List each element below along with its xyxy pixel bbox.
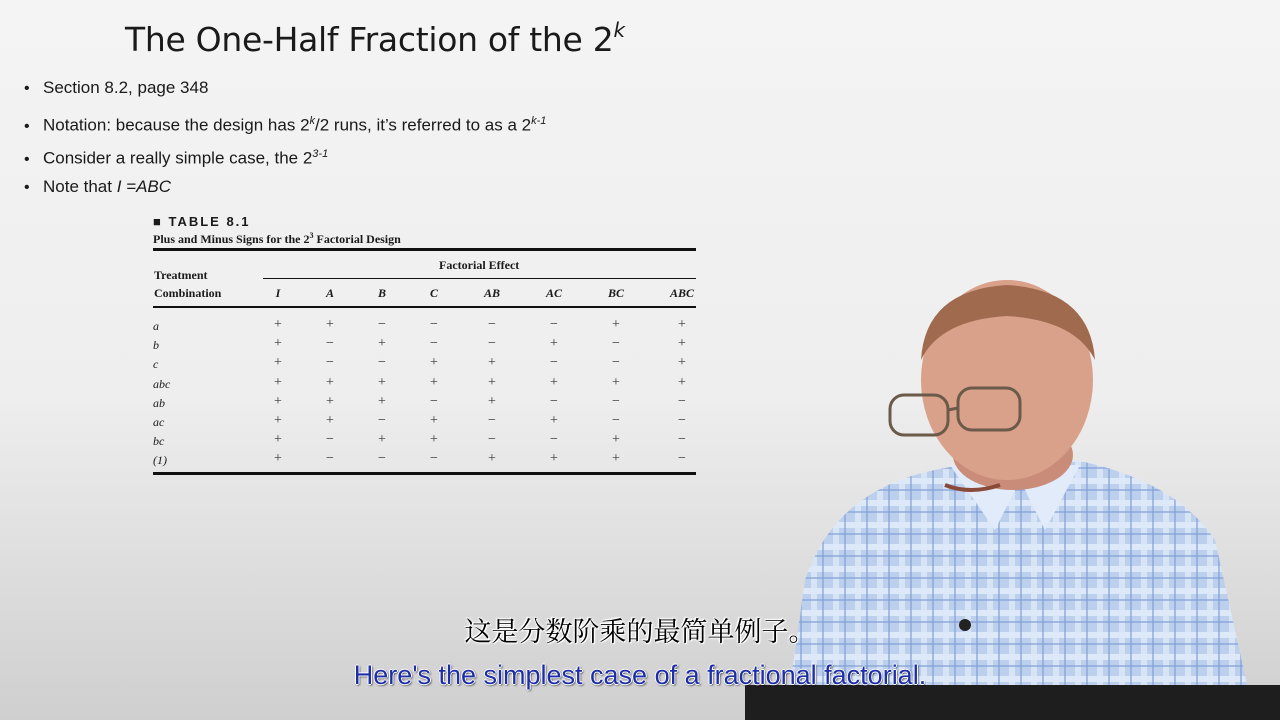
column-header: B: [377, 286, 386, 300]
bullet-item: [24, 76, 546, 109]
sign-cell: +: [274, 374, 282, 390]
sign-cell: +: [326, 374, 334, 390]
row-label: abc: [153, 376, 171, 391]
bullet-text: /2 runs, it’s referred to as a 2: [315, 115, 532, 135]
table-caption-exponent: 3: [309, 231, 314, 240]
sign-cell: −: [612, 336, 620, 352]
sign-cell: −: [678, 451, 686, 467]
sign-cell: −: [326, 432, 334, 448]
table-caption: [153, 231, 401, 247]
bullet-list: [24, 76, 546, 208]
table-bottom-rule: [153, 472, 696, 475]
sign-cell: −: [678, 432, 686, 448]
column-header: BC: [607, 286, 624, 300]
sign-cell: +: [274, 317, 282, 332]
sign-cell: −: [488, 413, 496, 428]
subtitle-chinese: 这是分数阶乘的最简单例子。: [464, 617, 816, 648]
column-header: I: [275, 286, 281, 300]
table-top-rule: [153, 248, 696, 251]
bullet-italic-text: I =ABC: [116, 177, 172, 196]
sign-cell: +: [274, 413, 282, 428]
column-header: AB: [483, 286, 500, 300]
table-header: [153, 214, 401, 247]
sign-cell: +: [550, 374, 558, 390]
row-label: ab: [153, 395, 165, 410]
bullet-text: Note that: [43, 177, 117, 196]
sign-cell: +: [274, 336, 282, 352]
sign-cell: +: [678, 355, 686, 371]
sign-cell: −: [378, 355, 386, 371]
sign-cell: +: [274, 393, 282, 409]
row-label: ac: [153, 415, 165, 429]
sign-cell: +: [550, 451, 558, 467]
sign-cell: +: [678, 317, 686, 332]
header-combination: Combination: [154, 286, 222, 300]
sign-cell: −: [612, 355, 620, 371]
sign-cell: +: [488, 374, 496, 390]
bullet-superscript: k: [309, 115, 316, 127]
bullet-superscript: 3-1: [312, 148, 329, 160]
slide-title: [125, 20, 625, 59]
column-header: C: [429, 286, 438, 300]
sign-cell: −: [678, 413, 686, 428]
column-header: ABC: [669, 286, 694, 300]
sign-cell: +: [378, 393, 386, 409]
row-label: c: [153, 357, 159, 372]
header-treatment: Treatment: [154, 268, 208, 282]
table-caption-text: Plus and Minus Signs for the 2: [153, 232, 310, 246]
sign-cell: −: [678, 393, 686, 409]
bullet-dot-icon: •: [24, 179, 30, 196]
table-number: ■ TABLE 8.1: [153, 214, 251, 229]
sign-cell: +: [612, 432, 620, 448]
row-label: (1): [153, 453, 167, 468]
sign-cell: +: [378, 432, 386, 448]
row-label: b: [153, 338, 159, 353]
sign-cell: −: [326, 451, 334, 467]
sign-cell: −: [378, 317, 386, 332]
sign-cell: +: [274, 355, 282, 371]
sign-cell: −: [430, 451, 438, 467]
bullet-text: Consider a really simple case, the 2: [43, 148, 313, 168]
header-bottom-rule: [153, 306, 696, 308]
sign-cell: −: [550, 393, 558, 409]
sign-cell: +: [326, 317, 334, 332]
sign-cell: −: [550, 355, 558, 371]
bullet-dot-icon: •: [24, 117, 30, 135]
sign-cell: −: [326, 336, 334, 352]
header-factorial-effect: Factorial Effect: [439, 258, 520, 272]
bullet-item: [24, 175, 546, 208]
bullet-text: Section 8.2, page 348: [43, 78, 209, 97]
sign-cell: +: [378, 374, 386, 390]
bullet-dot-icon: •: [24, 150, 30, 168]
table-caption-text: Factorial Design: [313, 232, 401, 246]
sign-cell: +: [430, 432, 438, 448]
sign-cell: −: [430, 336, 438, 352]
sign-cell: +: [678, 374, 686, 390]
sign-cell: +: [430, 413, 438, 428]
sign-cell: −: [430, 393, 438, 409]
sign-cell: +: [378, 336, 386, 352]
sign-cell: −: [430, 317, 438, 332]
sign-cell: +: [612, 451, 620, 467]
sign-cell: +: [612, 317, 620, 332]
slide-title-exponent: k: [613, 18, 625, 42]
bullet-superscript: k-1: [531, 115, 547, 127]
bullet-text: Notation: because the design has 2: [43, 115, 310, 135]
sign-cell: +: [274, 451, 282, 467]
sign-cell: −: [488, 317, 496, 332]
sign-cell: +: [550, 336, 558, 352]
bullet-item: [24, 142, 546, 175]
sign-cell: +: [488, 451, 496, 467]
sign-cell: +: [430, 374, 438, 390]
subtitle-english: Here's the simplest case of a fractional factorial.: [353, 660, 927, 690]
header-group-rule: [263, 278, 696, 279]
sign-cell: +: [326, 413, 334, 428]
sign-cell: −: [326, 355, 334, 371]
presenter-video: [745, 280, 1280, 720]
sign-cell: −: [550, 432, 558, 448]
glasses-bridge: [948, 408, 958, 410]
sign-cell: −: [612, 393, 620, 409]
bullet-item: [24, 109, 546, 142]
sign-cell: +: [430, 355, 438, 371]
sign-cell: +: [488, 393, 496, 409]
sign-cell: +: [488, 355, 496, 371]
column-header: A: [325, 286, 334, 300]
slide-title-text: The One-Half Fraction of the 2: [125, 20, 614, 59]
sign-cell: −: [612, 413, 620, 428]
sign-cell: +: [274, 432, 282, 448]
sign-cell: +: [326, 393, 334, 409]
sign-cell: +: [678, 336, 686, 352]
sign-cell: −: [550, 317, 558, 332]
sign-cell: −: [378, 413, 386, 428]
column-header: AC: [545, 286, 562, 300]
row-label: a: [153, 319, 159, 333]
row-label: bc: [153, 434, 165, 449]
sign-cell: −: [488, 432, 496, 448]
bullet-dot-icon: •: [24, 80, 30, 97]
sign-cell: −: [488, 336, 496, 352]
sign-cell: +: [550, 413, 558, 428]
sign-cell: −: [378, 451, 386, 467]
sign-cell: +: [612, 374, 620, 390]
